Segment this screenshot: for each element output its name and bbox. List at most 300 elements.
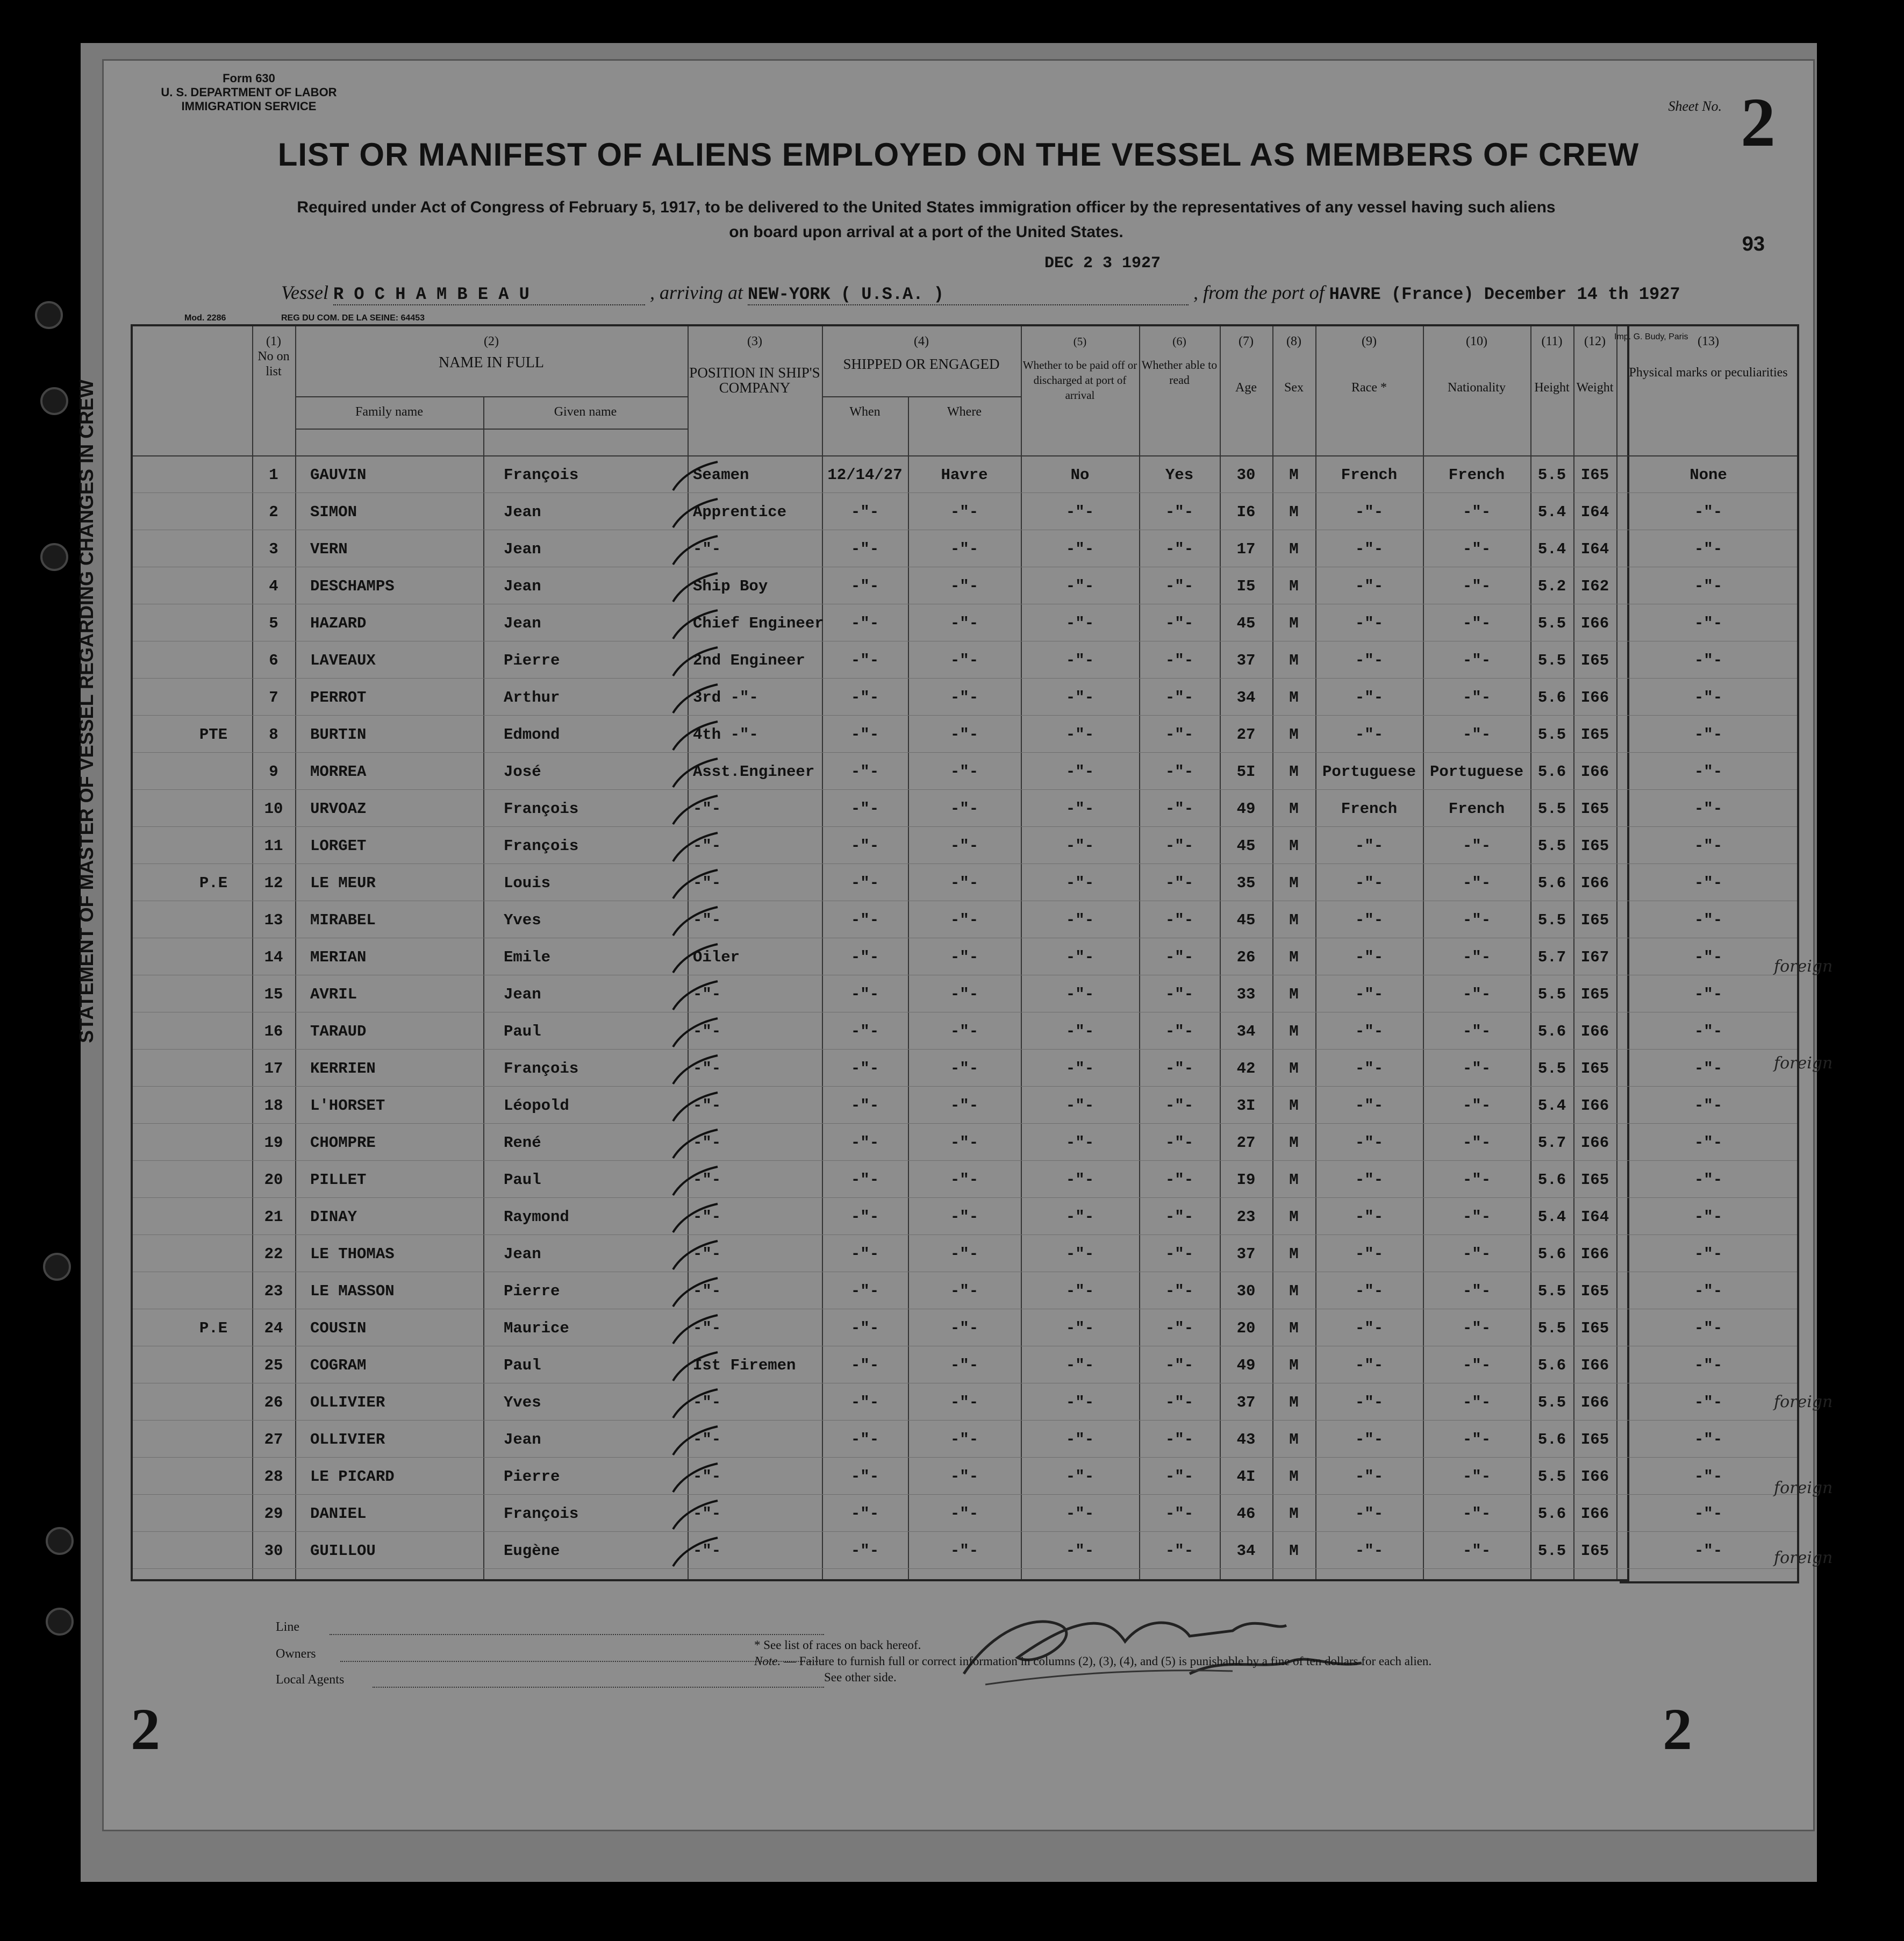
cell-marks: -"- bbox=[1694, 948, 1723, 966]
check-mark bbox=[670, 609, 719, 641]
cell-position: -"- bbox=[693, 874, 721, 892]
cell-read: -"- bbox=[1165, 874, 1194, 892]
cell-given: José bbox=[504, 763, 541, 781]
cell-height: 5.4 bbox=[1537, 540, 1566, 558]
check-mark bbox=[670, 1462, 719, 1495]
cell-marks: -"- bbox=[1694, 652, 1723, 669]
cell-no: 24 bbox=[264, 1319, 283, 1337]
cell-weight: I66 bbox=[1580, 1394, 1609, 1411]
agents-field bbox=[373, 1687, 824, 1688]
cell-sex: M bbox=[1289, 1542, 1299, 1560]
cell-race: -"- bbox=[1355, 1171, 1384, 1189]
cell-family: SIMON bbox=[310, 503, 357, 521]
cell-marks: -"- bbox=[1694, 1097, 1723, 1115]
row-rule bbox=[1620, 1568, 1797, 1569]
cell-when: -"- bbox=[850, 1468, 879, 1486]
owners-label: Owners bbox=[276, 1647, 316, 1661]
cell-age: I9 bbox=[1236, 1171, 1256, 1189]
cell-height: 5.5 bbox=[1537, 726, 1566, 744]
col8-number: (8) bbox=[1286, 334, 1301, 348]
cell-marks: -"- bbox=[1694, 1060, 1723, 1077]
registry-reference: REG DU COM. DE LA SEINE: 64453 bbox=[281, 313, 425, 323]
cell-when: -"- bbox=[850, 577, 879, 595]
cell-nationality: -"- bbox=[1462, 1097, 1491, 1115]
cell-marks: -"- bbox=[1694, 1468, 1723, 1486]
cell-sex: M bbox=[1289, 503, 1299, 521]
cell-family: CHOMPRE bbox=[310, 1134, 376, 1152]
cell-sex: M bbox=[1289, 874, 1299, 892]
date-stamp: DEC 2 3 1927 bbox=[1044, 254, 1161, 273]
cell-race: -"- bbox=[1355, 874, 1384, 892]
cell-position: -"- bbox=[693, 1394, 721, 1411]
cell-weight: I65 bbox=[1580, 1542, 1609, 1560]
cell-no: 9 bbox=[269, 763, 278, 781]
mod-reference: Mod. 2286 bbox=[184, 313, 226, 323]
cell-family: COGRAM bbox=[310, 1357, 367, 1374]
cell-paid: -"- bbox=[1065, 911, 1094, 929]
row-rule bbox=[133, 1494, 1627, 1495]
cell-position: -"- bbox=[693, 1245, 721, 1263]
cell-marks: -"- bbox=[1694, 540, 1723, 558]
col7-number: (7) bbox=[1239, 334, 1254, 348]
cell-sex: M bbox=[1289, 763, 1299, 781]
cell-age: 37 bbox=[1236, 1394, 1256, 1411]
check-mark bbox=[670, 1277, 719, 1309]
cell-weight: I65 bbox=[1580, 1060, 1609, 1077]
cell-sex: M bbox=[1289, 800, 1299, 818]
cell-given: Eugène bbox=[504, 1542, 560, 1560]
cell-age: I5 bbox=[1236, 577, 1256, 595]
cell-race: -"- bbox=[1355, 652, 1384, 669]
cell-sex: M bbox=[1289, 1319, 1299, 1337]
cell-where: -"- bbox=[950, 1319, 979, 1337]
cell-height: 5.6 bbox=[1537, 874, 1566, 892]
cell-paid: -"- bbox=[1065, 540, 1094, 558]
cell-given: Raymond bbox=[504, 1208, 569, 1226]
side-statement: STATEMENT OF MASTER OF VESSEL REGARDING CHANGES IN CREW bbox=[75, 379, 97, 1043]
cell-where: -"- bbox=[950, 911, 979, 929]
cell-where: -"- bbox=[950, 577, 979, 595]
cell-mark: P.E bbox=[199, 1319, 228, 1337]
cell-height: 5.5 bbox=[1537, 1394, 1566, 1411]
owners-field bbox=[340, 1661, 824, 1662]
cell-sex: M bbox=[1289, 1060, 1299, 1077]
cell-when: -"- bbox=[850, 763, 879, 781]
cell-marks: -"- bbox=[1694, 1505, 1723, 1523]
cell-weight: I66 bbox=[1580, 763, 1609, 781]
cell-read: -"- bbox=[1165, 615, 1194, 632]
col4-header bbox=[822, 334, 1021, 372]
col4a-header: When bbox=[849, 405, 881, 419]
cell-nationality: -"- bbox=[1462, 874, 1491, 892]
col11-header bbox=[1530, 334, 1573, 395]
cell-when: -"- bbox=[850, 1245, 879, 1263]
cell-weight: I65 bbox=[1580, 986, 1609, 1003]
cell-nationality: -"- bbox=[1462, 540, 1491, 558]
cell-no: 17 bbox=[264, 1060, 283, 1077]
cell-sex: M bbox=[1289, 540, 1299, 558]
cell-age: 37 bbox=[1236, 1245, 1256, 1263]
see-other-side: See other side. bbox=[824, 1671, 897, 1684]
check-mark bbox=[670, 832, 719, 864]
cell-where: -"- bbox=[950, 763, 979, 781]
cell-weight: I66 bbox=[1580, 1023, 1609, 1040]
page-title: LIST OR MANIFEST OF ALIENS EMPLOYED ON THE VESSEL AS MEMBERS OF CREW bbox=[277, 137, 1640, 173]
cell-sex: M bbox=[1289, 1431, 1299, 1448]
cell-family: DESCHAMPS bbox=[310, 577, 395, 595]
cell-age: 20 bbox=[1236, 1319, 1256, 1337]
form-number: Form 630 bbox=[223, 72, 275, 85]
cell-given: Jean bbox=[504, 503, 541, 521]
cell-sex: M bbox=[1289, 1171, 1299, 1189]
cell-weight: I65 bbox=[1580, 911, 1609, 929]
cell-given: Pierre bbox=[504, 1468, 560, 1486]
col8-header bbox=[1272, 334, 1315, 395]
cell-family: HAZARD bbox=[310, 615, 367, 632]
page-subtitle bbox=[227, 195, 1625, 245]
cell-weight: I64 bbox=[1580, 503, 1609, 521]
col9-number: (9) bbox=[1362, 334, 1377, 348]
note-label: Note. bbox=[754, 1654, 781, 1668]
cell-paid: -"- bbox=[1065, 1431, 1094, 1448]
cell-no: 22 bbox=[264, 1245, 283, 1263]
cell-given: François bbox=[504, 1060, 579, 1077]
check-mark bbox=[670, 1129, 719, 1161]
cell-no: 5 bbox=[269, 615, 278, 632]
cell-marks: -"- bbox=[1694, 577, 1723, 595]
check-mark bbox=[670, 1240, 719, 1272]
cell-weight: I66 bbox=[1580, 874, 1609, 892]
cell-where: -"- bbox=[950, 986, 979, 1003]
cell-no: 14 bbox=[264, 948, 283, 966]
line-field bbox=[330, 1634, 824, 1635]
cell-no: 25 bbox=[264, 1357, 283, 1374]
cell-marks: -"- bbox=[1694, 986, 1723, 1003]
cell-race: -"- bbox=[1355, 837, 1384, 855]
cell-family: MORREA bbox=[310, 763, 367, 781]
cell-read: -"- bbox=[1165, 1282, 1194, 1300]
cell-no: 20 bbox=[264, 1171, 283, 1189]
col5-number: (5) bbox=[1073, 335, 1087, 348]
cell-paid: -"- bbox=[1065, 1394, 1094, 1411]
row-rule bbox=[133, 1531, 1627, 1532]
cell-read: -"- bbox=[1165, 503, 1194, 521]
cell-height: 5.6 bbox=[1537, 1023, 1566, 1040]
row-rule bbox=[133, 1086, 1627, 1087]
cell-read: -"- bbox=[1165, 1060, 1194, 1077]
col2-header bbox=[295, 334, 688, 370]
col10-title: Nationality bbox=[1448, 381, 1506, 395]
cell-no: 26 bbox=[264, 1394, 283, 1411]
cell-family: URVOAZ bbox=[310, 800, 367, 818]
cell-when: -"- bbox=[850, 874, 879, 892]
cell-position: -"- bbox=[693, 540, 721, 558]
cell-race: -"- bbox=[1355, 726, 1384, 744]
row-rule bbox=[1620, 1086, 1797, 1087]
cell-race: -"- bbox=[1355, 1134, 1384, 1152]
cell-sex: M bbox=[1289, 1134, 1299, 1152]
cell-paid: -"- bbox=[1065, 1245, 1094, 1263]
col11-number: (11) bbox=[1541, 334, 1563, 348]
cell-when: -"- bbox=[850, 800, 879, 818]
cell-height: 5.6 bbox=[1537, 1431, 1566, 1448]
cell-paid: -"- bbox=[1065, 837, 1094, 855]
cell-sex: M bbox=[1289, 1468, 1299, 1486]
check-mark bbox=[670, 795, 719, 827]
cell-where: -"- bbox=[950, 1431, 979, 1448]
cell-when: -"- bbox=[850, 1505, 879, 1523]
cell-race: -"- bbox=[1355, 1097, 1384, 1115]
cell-marks: -"- bbox=[1694, 1208, 1723, 1226]
cell-weight: I66 bbox=[1580, 1468, 1609, 1486]
check-mark bbox=[670, 1388, 719, 1421]
cell-read: -"- bbox=[1165, 763, 1194, 781]
right-sheet-number: 2 bbox=[1663, 1696, 1692, 1762]
vessel-line bbox=[281, 281, 1840, 305]
col12-title: Weight bbox=[1576, 381, 1614, 395]
cell-sex: M bbox=[1289, 577, 1299, 595]
cell-position: Seamen bbox=[693, 466, 749, 484]
cell-no: 8 bbox=[269, 726, 278, 744]
cell-sex: M bbox=[1289, 726, 1299, 744]
check-mark bbox=[670, 1500, 719, 1532]
cell-where: -"- bbox=[950, 540, 979, 558]
binder-hole bbox=[35, 301, 63, 329]
printer-mark: Imp. G. Budy, Paris bbox=[1614, 332, 1688, 341]
cell-no: 23 bbox=[264, 1282, 283, 1300]
check-mark bbox=[670, 1425, 719, 1458]
margin-note: foreign bbox=[1774, 1479, 1833, 1497]
cell-race: -"- bbox=[1355, 1023, 1384, 1040]
cell-when: 12/14/27 bbox=[827, 466, 903, 484]
cell-sex: M bbox=[1289, 1357, 1299, 1374]
cell-nationality: -"- bbox=[1462, 726, 1491, 744]
binder-hole bbox=[40, 543, 68, 571]
cell-where: -"- bbox=[950, 837, 979, 855]
margin-note: foreign bbox=[1774, 1393, 1833, 1411]
cell-height: 5.5 bbox=[1537, 1319, 1566, 1337]
cell-paid: -"- bbox=[1065, 1171, 1094, 1189]
cell-read: -"- bbox=[1165, 1171, 1194, 1189]
cell-height: 5.5 bbox=[1537, 1060, 1566, 1077]
cell-age: 26 bbox=[1236, 948, 1256, 966]
cell-nationality: -"- bbox=[1462, 1171, 1491, 1189]
cell-nationality: -"- bbox=[1462, 1319, 1491, 1337]
check-mark bbox=[670, 646, 719, 679]
cell-weight: I65 bbox=[1580, 652, 1609, 669]
cell-sex: M bbox=[1289, 1208, 1299, 1226]
cell-race: -"- bbox=[1355, 540, 1384, 558]
cell-position: Ship Boy bbox=[693, 577, 768, 595]
cell-age: 17 bbox=[1236, 540, 1256, 558]
cell-where: -"- bbox=[950, 874, 979, 892]
row-rule bbox=[133, 1123, 1627, 1124]
cell-position: -"- bbox=[693, 1282, 721, 1300]
row-rule bbox=[1620, 1049, 1797, 1050]
cell-age: 5I bbox=[1236, 763, 1256, 781]
cell-read: -"- bbox=[1165, 948, 1194, 966]
check-mark bbox=[670, 461, 719, 493]
cell-given: François bbox=[504, 466, 579, 484]
cell-given: René bbox=[504, 1134, 541, 1152]
cell-weight: I65 bbox=[1580, 800, 1609, 818]
cell-paid: -"- bbox=[1065, 986, 1094, 1003]
row-rule bbox=[1620, 1234, 1797, 1235]
cell-where: -"- bbox=[950, 1245, 979, 1263]
cell-nationality: -"- bbox=[1462, 1542, 1491, 1560]
cell-read: Yes bbox=[1165, 466, 1194, 484]
from-port: HAVRE (France) December 14 th 1927 bbox=[1329, 284, 1680, 304]
cell-height: 5.6 bbox=[1537, 689, 1566, 707]
col5-title: Whether to be paid off or discharged at port of arrival bbox=[1022, 359, 1137, 402]
cell-family: PILLET bbox=[310, 1171, 367, 1189]
col10-header bbox=[1423, 334, 1530, 395]
cell-nationality: -"- bbox=[1462, 911, 1491, 929]
cell-read: -"- bbox=[1165, 1431, 1194, 1448]
cell-nationality: -"- bbox=[1462, 948, 1491, 966]
cell-age: 34 bbox=[1236, 1023, 1256, 1040]
col13-number: (13) bbox=[1698, 334, 1719, 348]
row-rule bbox=[1620, 715, 1797, 716]
cell-paid: -"- bbox=[1065, 874, 1094, 892]
cell-height: 5.5 bbox=[1537, 1542, 1566, 1560]
cell-paid: -"- bbox=[1065, 1505, 1094, 1523]
cell-family: TARAUD bbox=[310, 1023, 367, 1040]
row-rule bbox=[1620, 1123, 1797, 1124]
cell-given: Pierre bbox=[504, 652, 560, 669]
cell-when: -"- bbox=[850, 986, 879, 1003]
cell-position: 4th -"- bbox=[693, 726, 758, 744]
cell-sex: M bbox=[1289, 1245, 1299, 1263]
cell-read: -"- bbox=[1165, 540, 1194, 558]
col13-frame bbox=[1620, 324, 1799, 1583]
check-mark bbox=[670, 943, 719, 975]
cell-where: -"- bbox=[950, 1208, 979, 1226]
cell-age: 42 bbox=[1236, 1060, 1256, 1077]
vessel-label: Vessel bbox=[281, 282, 328, 303]
column-divider bbox=[295, 326, 296, 1579]
cell-weight: I65 bbox=[1580, 1282, 1609, 1300]
col1-header bbox=[252, 334, 295, 379]
cell-when: -"- bbox=[850, 948, 879, 966]
cell-sex: M bbox=[1289, 1505, 1299, 1523]
cell-race: -"- bbox=[1355, 1319, 1384, 1337]
cell-marks: -"- bbox=[1694, 1357, 1723, 1374]
cell-position: -"- bbox=[693, 1134, 721, 1152]
sheet-number: 2 bbox=[1741, 84, 1776, 161]
cell-no: 16 bbox=[264, 1023, 283, 1040]
cell-read: -"- bbox=[1165, 1097, 1194, 1115]
cell-height: 5.4 bbox=[1537, 1097, 1566, 1115]
col3-header bbox=[688, 334, 822, 395]
cell-age: 45 bbox=[1236, 911, 1256, 929]
cell-sex: M bbox=[1289, 615, 1299, 632]
cell-weight: I64 bbox=[1580, 1208, 1609, 1226]
subtitle-line-1: Required under Act of Congress of February 5, 1917, to be delivered to the United States immigration officer by the representatives of any vessel having such aliens bbox=[297, 198, 1556, 216]
row-rule bbox=[1620, 1531, 1797, 1532]
col6-title: Whether able to read bbox=[1141, 358, 1218, 387]
row-rule bbox=[1620, 678, 1797, 679]
cell-marks: -"- bbox=[1694, 1394, 1723, 1411]
col13-header bbox=[1620, 334, 1797, 380]
cell-race: -"- bbox=[1355, 1394, 1384, 1411]
col9-title: Race * bbox=[1351, 381, 1387, 395]
cell-paid: -"- bbox=[1065, 503, 1094, 521]
cell-nationality: -"- bbox=[1462, 1060, 1491, 1077]
cell-read: -"- bbox=[1165, 1134, 1194, 1152]
cell-height: 5.6 bbox=[1537, 763, 1566, 781]
cell-when: -"- bbox=[850, 1319, 879, 1337]
cell-marks: -"- bbox=[1694, 1134, 1723, 1152]
cell-race: -"- bbox=[1355, 1542, 1384, 1560]
row-rule bbox=[133, 1420, 1627, 1421]
check-mark bbox=[670, 535, 719, 567]
cell-race: -"- bbox=[1355, 1505, 1384, 1523]
cell-marks: -"- bbox=[1694, 1319, 1723, 1337]
cell-position: -"- bbox=[693, 986, 721, 1003]
cell-position: -"- bbox=[693, 1023, 721, 1040]
note-text: — Failure to furnish full or correct information in columns (2), (3), (4), and (5) is punishable by a fine of ten dollars for each alien. bbox=[783, 1654, 1432, 1668]
cell-when: -"- bbox=[850, 1171, 879, 1189]
cell-nationality: -"- bbox=[1462, 1505, 1491, 1523]
cell-race: -"- bbox=[1355, 986, 1384, 1003]
cell-family: GUILLOU bbox=[310, 1542, 376, 1560]
cell-height: 5.5 bbox=[1537, 1468, 1566, 1486]
cell-where: -"- bbox=[950, 800, 979, 818]
cell-height: 5.6 bbox=[1537, 1357, 1566, 1374]
arriving-field bbox=[748, 281, 1189, 305]
cell-paid: -"- bbox=[1065, 1023, 1094, 1040]
column-divider bbox=[1139, 326, 1140, 1579]
cell-age: 23 bbox=[1236, 1208, 1256, 1226]
check-mark bbox=[670, 1537, 719, 1569]
cell-no: 19 bbox=[264, 1134, 283, 1152]
cell-when: -"- bbox=[850, 540, 879, 558]
cell-race: -"- bbox=[1355, 1357, 1384, 1374]
cell-age: 35 bbox=[1236, 874, 1256, 892]
cell-read: -"- bbox=[1165, 1505, 1194, 1523]
cell-age: 27 bbox=[1236, 726, 1256, 744]
cell-position: -"- bbox=[693, 911, 721, 929]
cell-family: PERROT bbox=[310, 689, 367, 707]
row-rule bbox=[1620, 752, 1797, 753]
cell-position: Ist Firemen bbox=[693, 1357, 796, 1374]
cell-where: -"- bbox=[950, 1505, 979, 1523]
cell-nationality: -"- bbox=[1462, 503, 1491, 521]
cell-marks: -"- bbox=[1694, 800, 1723, 818]
cell-where: -"- bbox=[950, 615, 979, 632]
row-rule bbox=[133, 678, 1627, 679]
from-label: , from the port of bbox=[1193, 282, 1325, 303]
col1-title: No on list bbox=[257, 349, 290, 379]
cell-height: 5.6 bbox=[1537, 1505, 1566, 1523]
header-rule bbox=[295, 396, 688, 397]
cell-paid: -"- bbox=[1065, 689, 1094, 707]
column-divider bbox=[1530, 326, 1531, 1579]
row-rule bbox=[1620, 1197, 1797, 1198]
cell-given: Jean bbox=[504, 577, 541, 595]
cell-where: -"- bbox=[950, 1171, 979, 1189]
cell-when: -"- bbox=[850, 1097, 879, 1115]
check-mark bbox=[670, 720, 719, 753]
cell-nationality: -"- bbox=[1462, 1023, 1491, 1040]
cell-sex: M bbox=[1289, 1394, 1299, 1411]
cell-nationality: -"- bbox=[1462, 1394, 1491, 1411]
cell-weight: I66 bbox=[1580, 615, 1609, 632]
cell-given: Yves bbox=[504, 911, 541, 929]
cell-nationality: -"- bbox=[1462, 689, 1491, 707]
check-mark bbox=[670, 1203, 719, 1235]
